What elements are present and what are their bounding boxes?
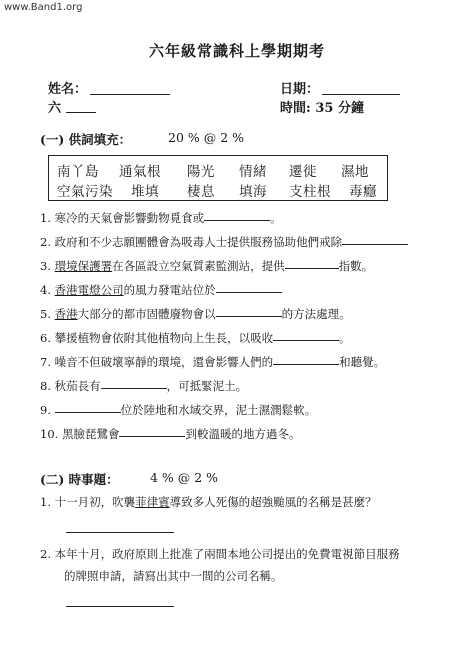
question-7: 7. 噪音不但破壞寧靜的環境，還會影響人們的 和聽覺。 (40, 355, 386, 369)
answer-blank[interactable] (66, 532, 174, 533)
answer-blank[interactable] (55, 412, 121, 413)
class-prefix: 六 (48, 101, 62, 116)
answer-blank[interactable] (204, 220, 270, 221)
question-9: 9. 位於陸地和水域交界，泥土濕潤鬆軟。 (40, 403, 317, 417)
question-5: 5. 香港大部分的都市固體廢物會以 的方法處理。 (40, 307, 351, 321)
word-bank-box (48, 155, 388, 201)
word-bank-item: 支柱根 (289, 184, 331, 200)
answer-blank[interactable] (216, 292, 282, 293)
section2-heading: (二) 時事題： (40, 472, 119, 487)
word-bank-item: 堆填 (131, 184, 159, 200)
word-bank-item: 遷徙 (289, 164, 317, 180)
section2-score: 4 % @ 2 % (150, 470, 219, 485)
name-label: 姓名： (48, 82, 88, 97)
date-label: 日期： (280, 82, 320, 97)
site-url: www.Band1.org (4, 2, 83, 13)
answer-blank[interactable] (119, 436, 185, 437)
name-field[interactable] (90, 94, 170, 95)
word-bank-item: 空氣污染 (57, 184, 113, 200)
answer-blank[interactable] (342, 244, 408, 245)
word-bank-item: 棲息 (187, 184, 215, 200)
question-2: 2. 政府和不少志願團體會為吸毒人士提供服務協助他們戒除 (40, 234, 408, 250)
word-bank-item: 通氣根 (119, 164, 161, 180)
answer-blank[interactable] (101, 388, 167, 389)
class-field[interactable] (66, 112, 96, 113)
answer-blank[interactable] (273, 364, 339, 365)
answer-blank[interactable] (273, 340, 339, 341)
word-bank-item: 情緒 (239, 164, 267, 180)
answer-blank[interactable] (66, 606, 174, 607)
section1-heading: (一) 供詞填充： (40, 132, 132, 147)
time-allowed: 時間: 35 分鐘 (280, 101, 364, 116)
section1-score: 20 % @ 2 % (168, 130, 245, 145)
current-affairs-question-2: 2. 本年十月，政府原則上批准了兩間本地公司提出的免費電視節目服務 (40, 547, 400, 561)
current-affairs-question-2-line2: 的牌照申請，請寫出其中一間的公司名稱。 (64, 569, 283, 583)
question-1: 1. 寒冷的天氣會影響動物覓食或 。 (40, 211, 282, 225)
question-3: 3. 環境保護署在各區設立空氣質素監測站，提供 指數。 (40, 259, 374, 273)
question-10: 10. 黑臉琵鷺會 到較溫暖的地方過冬。 (40, 427, 301, 441)
word-bank-item: 填海 (239, 184, 267, 200)
word-bank-item: 濕地 (341, 164, 369, 180)
question-8: 8. 秋茄長有 ，可抵緊泥土。 (40, 379, 248, 393)
question-6: 6. 攀援植物會依附其他植物向上生長，以吸收 。 (40, 331, 351, 345)
date-field[interactable] (322, 94, 400, 95)
word-bank-item: 毒癮 (349, 184, 377, 200)
answer-blank[interactable] (216, 316, 282, 317)
exam-title: 六年級常識科上學期期考 (148, 42, 325, 60)
word-bank-item: 南丫島 (57, 164, 99, 180)
word-bank-item: 陽光 (187, 164, 215, 180)
question-4: 4. 香港電燈公司的風力發電站位於 (40, 282, 282, 298)
answer-blank[interactable] (285, 268, 339, 269)
current-affairs-question-1: 1. 十一月初，吹襲菲律賓導致多人死傷的超強颱風的名稱是甚麼？ (40, 495, 377, 509)
